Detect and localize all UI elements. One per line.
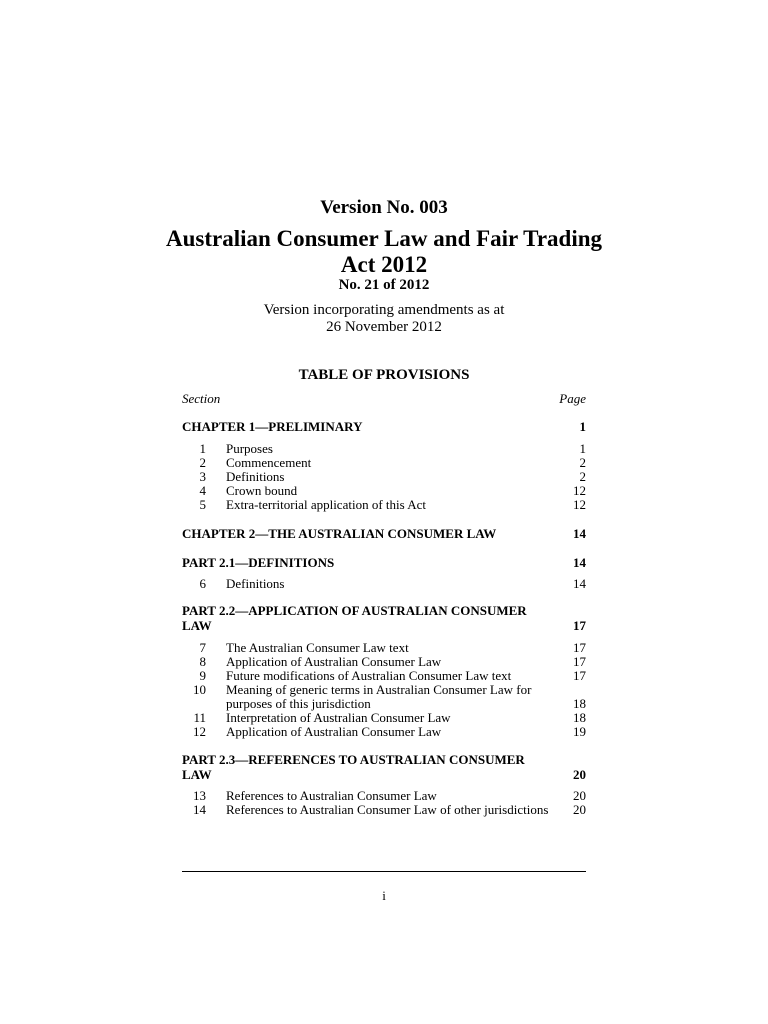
part-page: 14 bbox=[573, 555, 586, 570]
section-title: Extra-territorial application of this Act bbox=[226, 497, 426, 512]
chapter-title: CHAPTER 2—THE AUSTRALIAN CONSUMER LAW bbox=[182, 526, 497, 541]
section-page: 17 bbox=[573, 640, 586, 655]
section-number: 14 bbox=[193, 802, 206, 817]
section-page: 14 bbox=[573, 576, 586, 591]
toc-entry[interactable] bbox=[182, 683, 586, 711]
section-title: Interpretation of Australian Consumer Law bbox=[226, 710, 451, 725]
section-page: 18 bbox=[573, 710, 586, 725]
section-title: Commencement bbox=[226, 455, 312, 470]
section-page: 17 bbox=[573, 654, 586, 669]
section-page: 12 bbox=[573, 497, 586, 512]
incorporation-line-2: 26 November 2012 bbox=[326, 319, 442, 335]
incorporation-note bbox=[0, 302, 768, 336]
section-page: 2 bbox=[579, 469, 586, 484]
section-title: The Australian Consumer Law text bbox=[226, 640, 409, 655]
version-number: Version No. 003 bbox=[320, 197, 448, 218]
section-title: Definitions bbox=[226, 576, 285, 591]
section-title: Application of Australian Consumer Law bbox=[226, 724, 442, 739]
part-page: 20 bbox=[573, 767, 586, 782]
section-number: 4 bbox=[199, 483, 206, 498]
part-title-line-2: LAW bbox=[182, 767, 212, 782]
section-title: Future modifications of Australian Consumer Law text bbox=[226, 668, 512, 683]
section-number: 10 bbox=[193, 682, 206, 697]
page-number: i bbox=[382, 888, 386, 903]
chapter-page: 1 bbox=[579, 419, 586, 434]
chapter-title: CHAPTER 1—PRELIMINARY bbox=[182, 419, 363, 434]
footer-rule bbox=[182, 871, 586, 872]
act-title-line-2: Act 2012 bbox=[340, 252, 428, 277]
section-title-line-1: Meaning of generic terms in Australian Consumer Law for bbox=[226, 682, 532, 697]
section-page: 12 bbox=[573, 483, 586, 498]
part-page: 17 bbox=[573, 618, 586, 633]
section-title-line-2: purposes of this jurisdiction bbox=[226, 696, 371, 711]
section-page: 1 bbox=[579, 441, 586, 456]
section-page: 18 bbox=[573, 696, 586, 711]
section-title: Crown bound bbox=[226, 483, 298, 498]
part-title-line-2: LAW bbox=[182, 618, 212, 633]
toc-part-2-3[interactable] bbox=[182, 753, 586, 783]
section-number: 9 bbox=[199, 668, 206, 683]
act-number: No. 21 of 2012 bbox=[338, 277, 430, 293]
part-title-line-1: PART 2.2—APPLICATION OF AUSTRALIAN CONSUMER bbox=[182, 603, 527, 618]
page-column-label: Page bbox=[559, 391, 586, 406]
section-page: 17 bbox=[573, 668, 586, 683]
section-title: Purposes bbox=[226, 441, 273, 456]
section-number: 6 bbox=[199, 576, 206, 591]
act-title-line-1: Australian Consumer Law and Fair Trading bbox=[165, 226, 602, 251]
part-title-line-1: PART 2.3—REFERENCES TO AUSTRALIAN CONSUMER bbox=[182, 752, 525, 767]
section-number: 8 bbox=[199, 654, 206, 669]
section-title: References to Australian Consumer Law of other jurisdictions bbox=[226, 802, 549, 817]
section-page: 19 bbox=[573, 724, 586, 739]
section-title: Definitions bbox=[226, 469, 285, 484]
section-title: References to Australian Consumer Law bbox=[226, 788, 437, 803]
section-number: 5 bbox=[199, 497, 206, 512]
section-number: 1 bbox=[199, 441, 206, 456]
section-page: 2 bbox=[579, 455, 586, 470]
section-number: 2 bbox=[199, 455, 206, 470]
section-number: 7 bbox=[199, 640, 206, 655]
part-title: PART 2.1—DEFINITIONS bbox=[182, 555, 335, 570]
toc-heading: TABLE OF PROVISIONS bbox=[298, 367, 470, 383]
toc-part-2-2[interactable] bbox=[182, 604, 586, 634]
section-number: 13 bbox=[193, 788, 206, 803]
section-number: 11 bbox=[193, 710, 206, 725]
section-number: 12 bbox=[193, 724, 206, 739]
section-page: 20 bbox=[573, 802, 586, 817]
act-title bbox=[0, 226, 768, 278]
section-page: 20 bbox=[573, 788, 586, 803]
incorporation-line-1: Version incorporating amendments as at bbox=[263, 302, 505, 318]
section-number: 3 bbox=[199, 469, 206, 484]
chapter-page: 14 bbox=[573, 526, 586, 541]
section-title: Application of Australian Consumer Law bbox=[226, 654, 442, 669]
section-column-label: Section bbox=[182, 391, 221, 406]
